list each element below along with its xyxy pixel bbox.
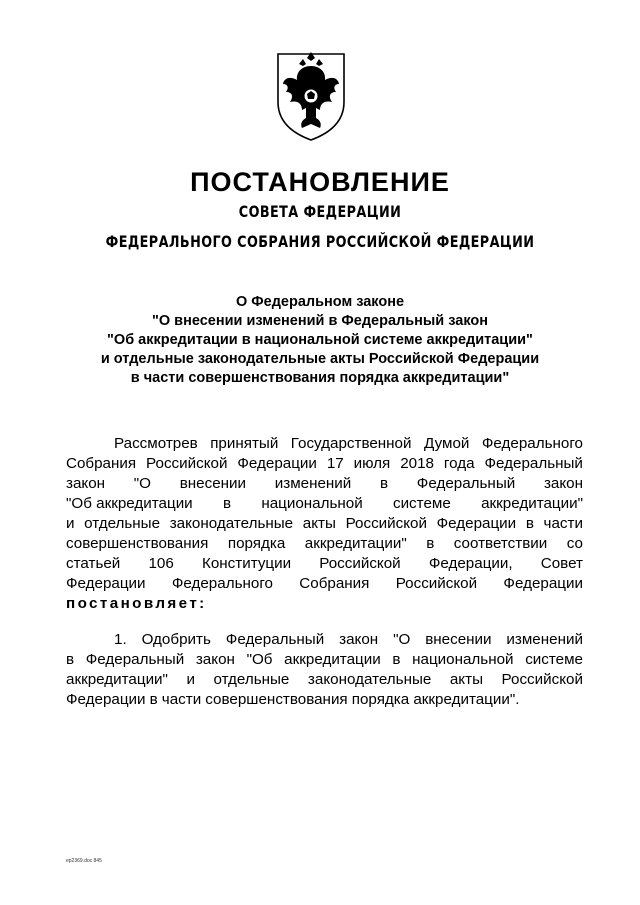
text-line: закон "О внесении изменений в Федеральный закон bbox=[66, 475, 583, 492]
text-line: Собрания Российской Федерации 17 июля 2018 года Федеральный bbox=[66, 455, 583, 472]
issuing-body-line2: ФЕДЕРАЛЬНОГО СОБРАНИЯ РОССИЙСКОЙ ФЕДЕРАЦИИ bbox=[105, 232, 535, 251]
law-heading-line: "О внесении изменений в Федеральный закон bbox=[152, 313, 488, 329]
coat-of-arms-icon bbox=[272, 50, 350, 142]
text-line: аккредитации" и отдельные законодательные акты Российской bbox=[66, 671, 583, 688]
text-line: Федерации в части совершенствования порядка аккредитации". bbox=[66, 691, 520, 708]
law-heading-line: "Об аккредитации в национальной системе аккредитации" bbox=[107, 332, 533, 348]
document-title: ПОСТАНОВЛЕНИЕ bbox=[190, 167, 450, 197]
issuing-body-line1: СОВЕТА ФЕДЕРАЦИИ bbox=[238, 202, 402, 221]
text-line: в Федеральный закон "Об аккредитации в национальной системе bbox=[66, 651, 583, 668]
text-line: "Об аккредитации в национальной системе аккредитации" bbox=[66, 495, 583, 512]
law-heading-line: и отдельные законодательные акты Российской Федерации bbox=[100, 351, 540, 367]
text-line: совершенствования порядка аккредитации" в соответствии со bbox=[66, 535, 583, 552]
text-line bbox=[66, 594, 583, 614]
resolution-item-1 bbox=[66, 630, 583, 710]
text-line: и отдельные законодательные акты Российской Федерации в части bbox=[66, 515, 583, 532]
text-line: Федерации Федерального Собрания Российской Федерации bbox=[66, 575, 583, 592]
text-line: статьей 106 Конституции Российской Федерации, Совет bbox=[66, 555, 583, 572]
document-file-id: ep2369.doc 845 bbox=[66, 858, 102, 864]
text-line: Рассмотрев принятый Государственной Думой Федерального bbox=[114, 435, 583, 452]
law-heading bbox=[0, 293, 640, 388]
preamble-paragraph bbox=[66, 434, 583, 614]
law-heading-line: О Федеральном законе bbox=[235, 294, 405, 310]
text-line: 1. Одобрить Федеральный закон "О внесении изменений bbox=[114, 631, 583, 648]
resolving-word: постановляет: bbox=[66, 595, 207, 612]
law-heading-line: в части совершенствования порядка аккредитации" bbox=[130, 370, 510, 386]
